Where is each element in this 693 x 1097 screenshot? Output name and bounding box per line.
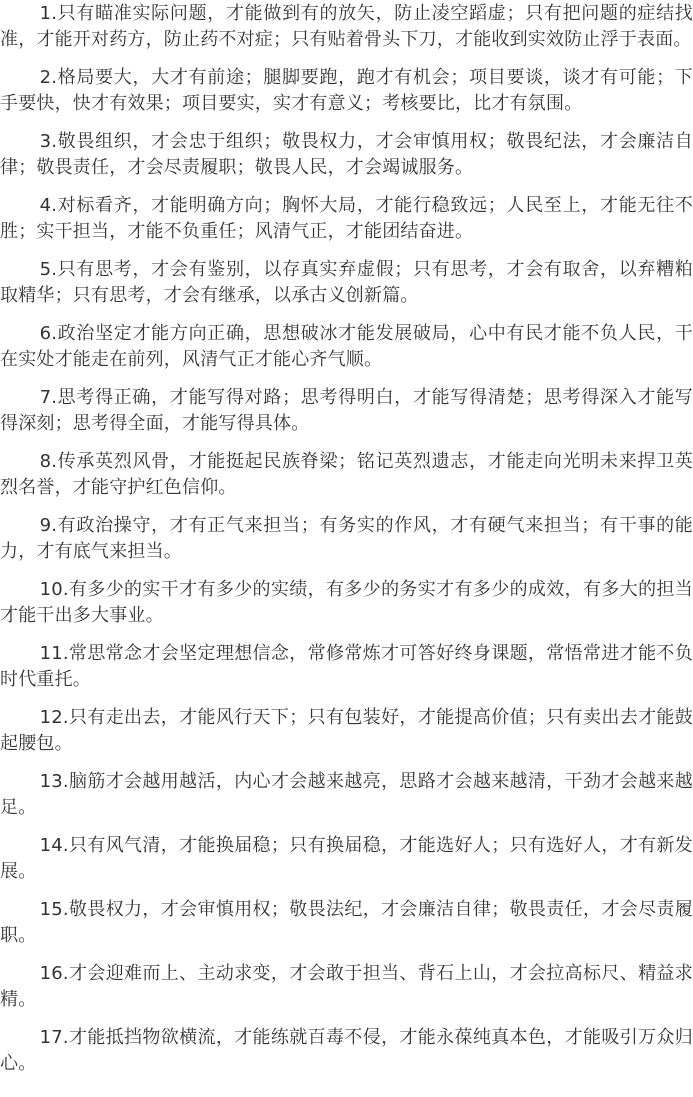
paragraph-10: 10.有多少的实干才有多少的实绩，有多少的务实才有多少的成效，有多大的担当才能干出多大事业。 bbox=[0, 579, 693, 626]
paragraph-2: 2.格局要大，大才有前途；腿脚要跑，跑才有机会；项目要谈，谈才有可能；下手要快，快才有效果；项目要实，实才有意义；考核要比，比才有氛围。 bbox=[0, 67, 693, 114]
paragraph-5: 5.只有思考，才会有鉴别，以存真实弃虚假；只有思考，才会有取舍，以弃糟粕取精华；只有思考，才会有继承，以承古义创新篇。 bbox=[0, 259, 693, 306]
paragraph-7: 7.思考得正确，才能写得对路；思考得明白，才能写得清楚；思考得深入才能写得深刻；思考得全面，才能写得具体。 bbox=[0, 387, 693, 434]
paragraph-6: 6.政治坚定才能方向正确，思想破冰才能发展破局，心中有民才能不负人民，干在实处才能走在前列，风清气正才能心齐气顺。 bbox=[0, 323, 693, 370]
paragraph-9: 9.有政治操守，才有正气来担当；有务实的作风，才有硬气来担当；有干事的能力，才有底气来担当。 bbox=[0, 515, 693, 562]
paragraph-15: 15.敬畏权力，才会审慎用权；敬畏法纪，才会廉洁自律；敬畏责任，才会尽责履职。 bbox=[0, 899, 693, 946]
paragraph-12: 12.只有走出去，才能风行天下；只有包装好，才能提高价值；只有卖出去才能鼓起腰包。 bbox=[0, 707, 693, 754]
paragraph-17: 17.才能抵挡物欲横流，才能练就百毒不侵，才能永葆纯真本色，才能吸引万众归心。 bbox=[0, 1027, 693, 1074]
paragraph-16: 16.才会迎难而上、主动求变，才会敢于担当、背石上山，才会拉高标尺、精益求精。 bbox=[0, 963, 693, 1010]
paragraph-3: 3.敬畏组织，才会忠于组织；敬畏权力，才会审慎用权；敬畏纪法，才会廉洁自律；敬畏责任，才会尽责履职；敬畏人民，才会竭诚服务。 bbox=[0, 131, 693, 178]
paragraph-4: 4.对标看齐，才能明确方向；胸怀大局，才能行稳致远；人民至上，才能无往不胜；实干担当，才能不负重任；风清气正，才能团结奋进。 bbox=[0, 195, 693, 242]
paragraph-11: 11.常思常念才会坚定理想信念，常修常炼才可答好终身课题，常悟常进才能不负时代重托。 bbox=[0, 643, 693, 690]
paragraph-14: 14.只有风气清，才能换届稳；只有换届稳，才能选好人；只有选好人，才有新发展。 bbox=[0, 835, 693, 882]
paragraph-8: 8.传承英烈风骨，才能挺起民族脊梁；铭记英烈遗志，才能走向光明未来捍卫英烈名誉，才能守护红色信仰。 bbox=[0, 451, 693, 498]
paragraph-13: 13.脑筋才会越用越活，内心才会越来越亮，思路才会越来越清，干劲才会越来越足。 bbox=[0, 771, 693, 818]
paragraph-1: 1.只有瞄准实际问题，才能做到有的放矢，防止凌空蹈虚；只有把问题的症结找准，才能开对药方，防止药不对症；只有贴着骨头下刀，才能收到实效防止浮于表面。 bbox=[0, 3, 693, 50]
